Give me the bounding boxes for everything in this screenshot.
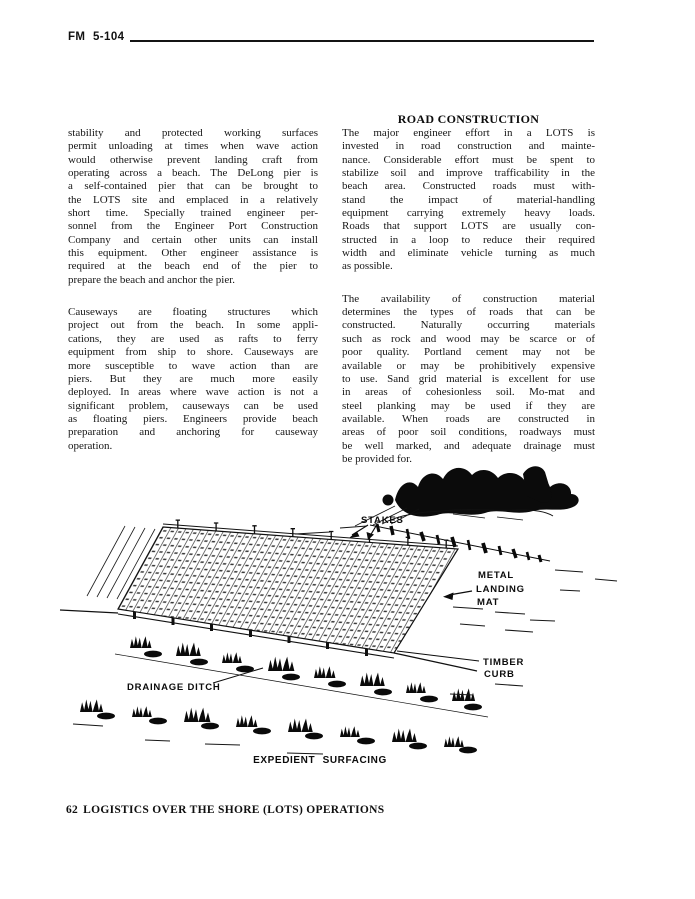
stakes-label: STAKES [361, 515, 404, 526]
right-column [342, 112, 595, 485]
landing-mat [87, 520, 458, 653]
timber-curb-label-line2: CURB [484, 669, 515, 680]
figure-caption: EXPEDIENT SURFACING [253, 755, 387, 766]
timber-curb-label-line1: TIMBER [483, 657, 525, 668]
paragraph-causeways: Causeways are floating structures which project out from the beach. In some appli- cations, they are used as rafts to ferry equipment from ship to shore. Causeways are more susceptible to wave action than are piers. But they are much more easily deployed. In areas where wave action is not a significant problem, causeways can be used as floating piers. Engineers provide beach preparation and anchoring for causeway operation. [68, 306, 318, 452]
metal-landing-mat-label-line2: LANDING [476, 584, 525, 595]
left-column [68, 127, 318, 485]
metal-landing-mat-label-line3: MAT [477, 597, 500, 608]
footer-title: LOGISTICS OVER THE SHORE (LOTS) OPERATIONS [83, 804, 385, 816]
doc-number: FM 5-104 [68, 31, 125, 43]
text-columns [68, 112, 595, 485]
paragraph-road-construction: The major engineer effort in a LOTS is invested in road construction and mainte- nance. Considerable effort must be spent to stabilize soil and improve trafficability in the beach area. Constructed roads must with- stand the impact of material-handling equipment carrying extremely heavy loads. Roads that support LOTS are usually con- structed in a loop to reduce their required width and eliminate vehicle turning as much as possible. [342, 127, 595, 273]
page-footer [66, 804, 384, 816]
vegetation-band [115, 636, 488, 717]
metal-landing-mat-label-line1: METAL [478, 570, 515, 581]
page-number: 62 [66, 804, 79, 816]
figure-expedient-surfacing [55, 462, 640, 774]
bottom-grass [73, 699, 477, 754]
paragraph-delong-pier: stability and protected working surfaces permit unloading at times when wave action would otherwise prevent landing craft from operating across a beach. The DeLong pier is a self-contained pier that can be brought to the LOTS site and emplaced in a relatively short time. Specially trained engineer per- sonnel from the Engineer Port Construction Company and certain other units can install this equipment. Other engineer assistance is required at the beach end of the pier to prepare the beach and anchor the pier. [68, 127, 318, 286]
paragraph-construction-material: The availability of construction material determines the types of roads that can be constructed. Naturally occurring materials such as rock and wood may be scarce or of poor quality. Portland cement may not be available or may be prohibitively expensive to use. Sand grid material is excellent for use in areas of cohesionless soil. Mo-mat and steel planking may be used if they are available. When roads are constructed in areas of poor soil conditions, roadways must be well marked, and adequate drainage must be provided for. [342, 292, 595, 465]
drainage-ditch-label: DRAINAGE DITCH [127, 682, 221, 693]
expedient-surfacing-drawing [55, 462, 640, 757]
header-rule [130, 40, 594, 42]
section-heading: ROAD CONSTRUCTION [397, 112, 540, 126]
